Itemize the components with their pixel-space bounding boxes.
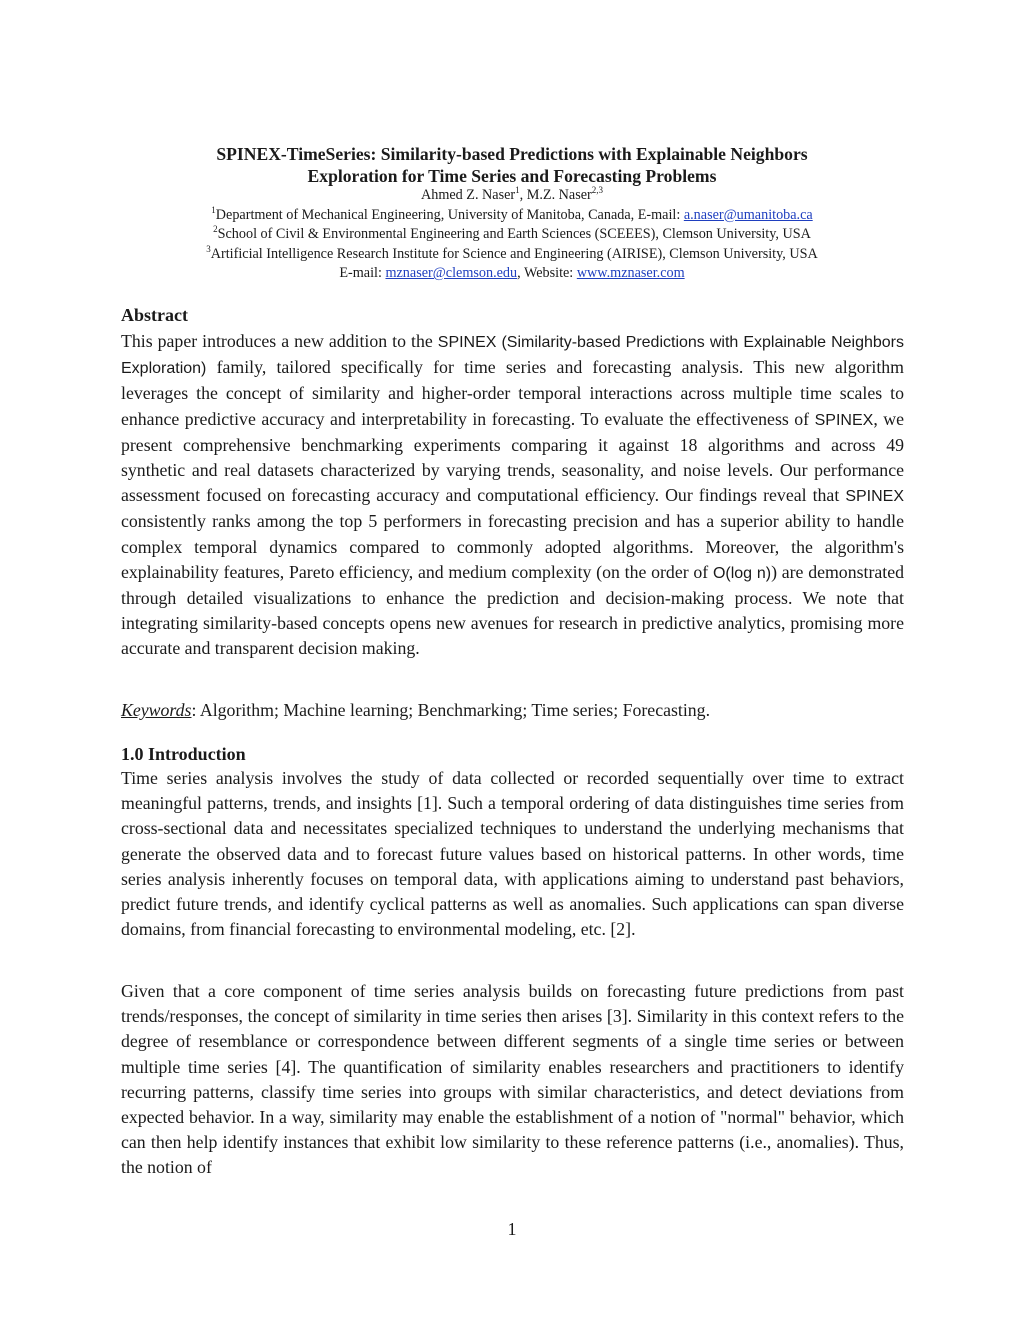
keywords-label: Keywords: [121, 700, 192, 720]
contact-website-label: , Website:: [517, 265, 577, 281]
affiliation-1-marker: 1: [211, 204, 216, 215]
contact-email-label: E-mail:: [339, 265, 386, 281]
author-1-name: Ahmed Z. Naser: [420, 187, 516, 203]
abstract-body: [121, 329, 904, 662]
abstract-spinex-full: SPINEX (Similarity-based Predictions with Explainable Neighbors Exploration): [121, 334, 905, 378]
author-block: [90, 186, 934, 284]
affiliation-1-text: Department of Mechanical Engineering, University of Manitoba, Canada, E-mail:: [215, 206, 684, 223]
abstract-spinex-1: SPINEX: [814, 411, 874, 429]
introduction-paragraph-1: Time series analysis involves the study of data collected or recorded sequentially over time to extract meaningful patterns, trends, and insights [1]. Such a temporal ordering of data distinguishes time series from cross-sectional data and necessitates specialized techniques to understand the underlying mechanisms that generate the observed data and to forecast future values based on historical patterns. In other words, time series analysis inherently focuses on temporal data, with applications aiming to understand past behaviors, predict future trends, and identify cyclical patterns as well as anomalies. Such applications can span diverse domains, from financial forecasting to environmental modeling, etc. [2].: [121, 768, 904, 940]
author-separator: ,: [519, 187, 527, 203]
title-line-2: Exploration for Time Series and Forecasting Problems: [307, 166, 717, 186]
affiliation-3-text: Artificial Intelligence Research Institute for Science and Engineering (AIRISE), Clemson University, USA: [210, 245, 818, 262]
author-2-affiliation: 2,3: [591, 185, 604, 195]
author-2-name: M.Z. Naser: [526, 187, 592, 203]
author-1-affiliation: 1: [515, 185, 520, 195]
abstract-heading: Abstract: [121, 305, 188, 325]
abstract-part-5: ) are demonstrated through detailed visualizations to enhance the prediction and decision-making process. We note that integrating similarity-based concepts opens new avenues for research in predictive analytics, promising more accurate and transparent decision making.: [121, 561, 904, 659]
author-line: [90, 186, 934, 206]
paper-title: [90, 143, 934, 187]
affiliation-2: [90, 225, 934, 245]
affiliation-3-marker: 3: [206, 243, 211, 254]
abstract-part-2: family, tailored specifically for time series and forecasting analysis. This new algorithm leverages the concept of similarity and higher-order temporal interactions across multiple time scales to enhance predictive accuracy and interpretability in forecasting. To evaluate the effectiveness of: [121, 357, 904, 429]
contact-email-link[interactable]: mznaser@clemson.edu: [385, 265, 518, 281]
abstract-part-1: This paper introduces a new addition to the: [121, 331, 438, 351]
contact-line: [90, 264, 934, 284]
affiliation-1-email-link[interactable]: a.naser@umanitoba.ca: [683, 206, 813, 223]
abstract-spinex-2: SPINEX: [845, 488, 904, 506]
abstract-part-3: , we present comprehensive benchmarking experiments comparing it against 18 algorithms and across 49 synthetic and real datasets characterized by varying trends, seasonality, and noise levels. Our performance assessment focused on forecasting accuracy and computational efficiency. Our findings reveal that: [121, 408, 904, 506]
affiliation-2-text: School of Civil & Environmental Engineering and Earth Sciences (SCEEES), Clemson University, USA: [217, 226, 811, 242]
affiliation-2-marker: 2: [213, 224, 218, 234]
abstract-complexity: O(log n): [712, 564, 772, 582]
title-line-1: SPINEX-TimeSeries: Similarity-based Predictions with Explainable Neighbors: [216, 144, 808, 164]
contact-website-link[interactable]: www.mznaser.com: [576, 265, 685, 281]
keywords-text: Algorithm; Machine learning; Benchmarking; Time series; Forecasting.: [199, 700, 711, 720]
abstract-part-4: consistently ranks among the top 5 performers in forecasting precision and has a superior ability to handle complex temporal dynamics compared to commonly adopted algorithms. Moreover, the algorithm's explainability features, Pareto efficiency, and medium complexity (on the order of: [121, 511, 904, 582]
keywords-colon: :: [191, 700, 200, 720]
introduction-heading: 1.0 Introduction: [121, 744, 246, 764]
affiliation-1: [90, 206, 934, 226]
keywords-line: [121, 698, 904, 723]
affiliation-3: [90, 245, 934, 265]
page-number: 1: [507, 1219, 517, 1239]
introduction-paragraph-2: Given that a core component of time series analysis builds on forecasting future predictions from past trends/responses, the concept of similarity in time series then arises [3]. Similarity in this context refers to the degree of resemblance or correspondence between different segments of a single time series or between multiple time series [4]. The quantification of similarity enables researchers and practitioners to identify recurring patterns, classify time series into groups with similar characteristics, and detect deviations from expected behavior. In a way, similarity may enable the establishment of a notion of "normal" behavior, which can then help identify instances that exhibit low similarity to these reference patterns (i.e., anomalies). Thus, the notion of: [121, 981, 904, 1178]
